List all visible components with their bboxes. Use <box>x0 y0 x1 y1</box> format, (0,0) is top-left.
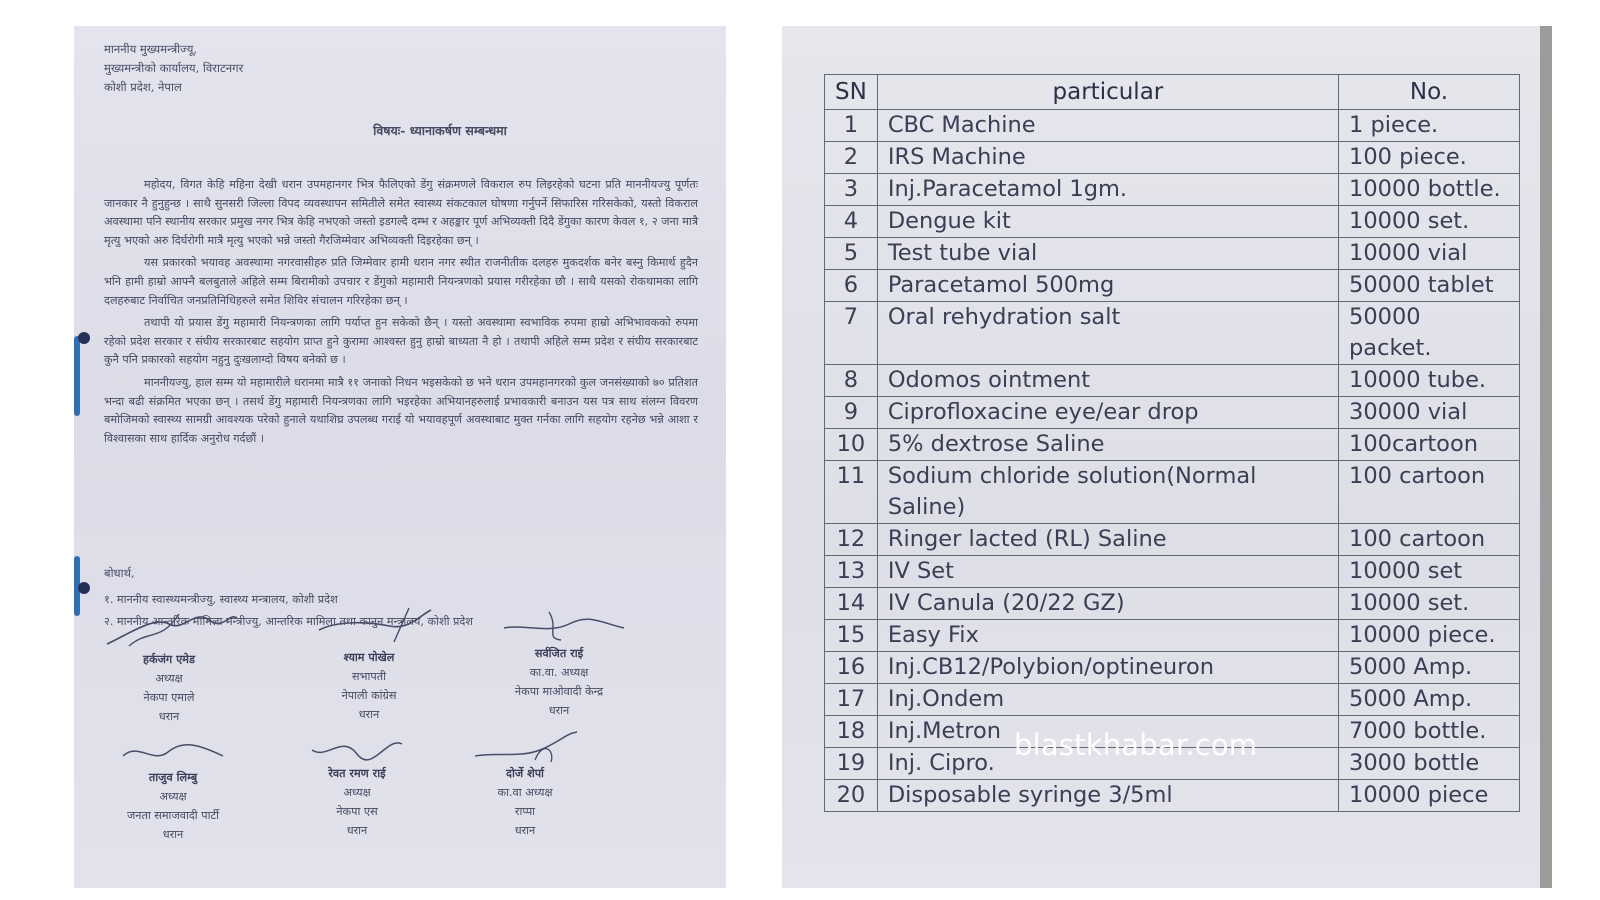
row-quantity: 100cartoon <box>1339 429 1520 461</box>
signatory-place: धरान <box>548 704 570 717</box>
table-row <box>825 270 1520 302</box>
row-quantity: 10000 vial <box>1339 238 1520 270</box>
signatory-party: नेकपा एमाले <box>143 691 195 704</box>
table-row <box>825 588 1520 620</box>
binder-pin <box>78 332 90 344</box>
row-quantity: 1 piece. <box>1339 110 1520 142</box>
signature-block <box>474 598 644 720</box>
table-row <box>825 620 1520 652</box>
row-sn: 13 <box>825 556 878 588</box>
signatory-role: का.वा. अध्यक्ष <box>529 666 589 679</box>
table-row <box>825 206 1520 238</box>
signatory-party: जनता समाजवादी पार्टी <box>126 809 220 822</box>
signatory-name: श्याम पोखेल <box>343 650 395 664</box>
signature-scribble <box>299 602 439 648</box>
row-quantity: 10000 piece. <box>1339 620 1520 652</box>
row-particular: Inj. Cipro. <box>877 748 1338 780</box>
table-row <box>825 142 1520 174</box>
row-particular: Inj.Metron <box>877 716 1338 748</box>
row-sn: 7 <box>825 302 878 365</box>
watermark: blastkhabar.com <box>1014 728 1258 762</box>
row-sn: 14 <box>825 588 878 620</box>
letter-paragraph: माननीयज्यु, हाल सम्म यो महामारीले धरानमा मात्रै ११ जनाको निधन भइसकेको छ भने धरान उपमहानगरको कुल जनसंख्याको ७० प्रतिशत भन्दा बढी संक्रमित भएका छन् । तसर्थ डेंगु महामारी नियन्त्रणका लागि भइरहेका अभियानहरुलाई प्रभावकारी बनाउन यस पत्र साथ संलग्न विवरण बमोजिमको स्वास्थ्य सामग्री आवश्यक परेको हुनाले यथाशिघ्र उपलब्ध गराई यो भयावहपूर्ण अवस्थाबाट मुक्त गर्नका लागि सहयोग रहनेछ भन्ने आशा र विश्वासका साथ हार्दिक अनुरोध गर्दछौं । <box>104 375 698 445</box>
table-row <box>825 556 1520 588</box>
signatory-role: सभापती <box>352 670 386 683</box>
letter-subject: विषयः- ध्यानाकर्षण सम्बन्धमा <box>373 123 507 138</box>
table-row <box>825 238 1520 270</box>
row-sn: 19 <box>825 748 878 780</box>
row-quantity: 10000 set <box>1339 556 1520 588</box>
row-quantity: 3000 bottle <box>1339 748 1520 780</box>
signatory-role: अध्यक्ष <box>343 786 371 799</box>
row-sn: 1 <box>825 110 878 142</box>
row-particular: Disposable syringe 3/5ml <box>877 780 1338 812</box>
letter-paragraph: महोदय, विगत केहि महिना देखी धरान उपमहानगर भित्र फैलिएको डेंगु संक्रमणले विकराल रुप लिइरहेको घटना प्रति माननीयज्यु पूर्णतः जानकार नै हुनुहुन्छ । साथै सुनसरी जिल्ला विपद व्यवस्थापन समितीले समेत स्वास्थ्य संकटकाल घोषणा गर्नुपर्ने सिफारिस गरिसकेको, यस्तो विकराल अवस्थामा पनि स्थानीय सरकार प्रमुख नगर भित्र केहि नभएको जस्तो इडगल्दै दम्भ र अहङ्कार पूर्ण अभिव्यक्ती दिदै डेंगुका कारण केवल १, २ जना मात्रै मृत्यु भएको अरु दिर्घरोगी मात्रै मृत्यु भएको भन्ने जस्तो गैरजिम्मेवार अभिव्यक्ती दिइरहेका छन् । <box>104 178 698 247</box>
signatory-role: अध्यक्ष <box>159 790 187 803</box>
signature-block <box>272 730 442 840</box>
table-row <box>825 780 1520 812</box>
signatory-party: राप्पा <box>514 805 536 818</box>
row-quantity: 30000 vial <box>1339 397 1520 429</box>
row-particular: Ciprofloxacine eye/ear drop <box>877 397 1338 429</box>
row-particular: Ringer lacted (RL) Saline <box>877 524 1338 556</box>
row-particular: Inj.CB12/Polybion/optineuron <box>877 652 1338 684</box>
table-row <box>825 110 1520 142</box>
signatory-name: रेवत रमण राई <box>328 766 386 780</box>
signatory-party: नेकपा माओवादी केन्द्र <box>514 685 604 698</box>
row-quantity: 10000 set. <box>1339 588 1520 620</box>
row-sn: 5 <box>825 238 878 270</box>
signatory-role: अध्यक्ष <box>155 672 183 685</box>
table-body <box>825 110 1520 812</box>
row-sn: 8 <box>825 365 878 397</box>
cc-item: १. माननीय स्वास्थ्यमन्त्रीज्यु, स्वास्थ्य मन्त्रालय, कोशी प्रदेश <box>104 593 338 606</box>
row-quantity: 5000 Amp. <box>1339 652 1520 684</box>
signatory-place: धरान <box>158 710 180 723</box>
signatory-place: धरान <box>162 828 184 841</box>
row-quantity: 50000 packet. <box>1339 302 1520 365</box>
table-row <box>825 174 1520 206</box>
signatory-name: ताजुव लिम्बु <box>148 770 198 784</box>
signatory-name: सर्वजित राई <box>534 646 584 660</box>
table-row <box>825 652 1520 684</box>
row-quantity: 10000 set. <box>1339 206 1520 238</box>
row-sn: 6 <box>825 270 878 302</box>
row-quantity: 5000 Amp. <box>1339 684 1520 716</box>
table-row <box>825 461 1520 524</box>
row-particular: Test tube vial <box>877 238 1338 270</box>
signatory-place: धरान <box>514 824 536 837</box>
cc-title: बोधार्थ, <box>104 566 135 580</box>
row-quantity: 100 piece. <box>1339 142 1520 174</box>
signature-scribble <box>297 730 417 764</box>
letter-paragraph: यस प्रकारको भयावह अवस्थामा नगरवासीहरु प्रति जिम्मेवार हामी धरान नगर स्थीत राजनीतीक दलहरु मुकदर्शक बनेर बस्नु किमार्थ हुदैन भनि हामी हाम्रो आफ्नै बलबुताले अहिले सम्म बिरामीको उपचार र डेंगुको महामारी नियन्त्रणको प्रयास गरीरहेका छौ । साथै यसको रोकथामका लागि दलहरुबाट निर्वाचित जनप्रतिनिधिहरुले समेत शिविर संचालन गरिरहेका छन् । <box>104 256 698 307</box>
signatory-party: नेपाली कांग्रेस <box>341 689 397 702</box>
letter-body <box>104 176 698 452</box>
header-particular: particular <box>877 75 1338 110</box>
supply-table <box>824 74 1520 812</box>
row-particular: Inj.Ondem <box>877 684 1338 716</box>
signatory-place: धरान <box>346 824 368 837</box>
row-sn: 12 <box>825 524 878 556</box>
page-edge <box>1540 26 1552 888</box>
row-particular: Oral rehydration salt <box>877 302 1338 365</box>
row-particular: Easy Fix <box>877 620 1338 652</box>
row-particular: IV Canula (20/22 GZ) <box>877 588 1338 620</box>
row-sn: 16 <box>825 652 878 684</box>
table-row <box>825 397 1520 429</box>
row-particular: Dengue kit <box>877 206 1338 238</box>
row-sn: 20 <box>825 780 878 812</box>
row-sn: 10 <box>825 429 878 461</box>
binder-strip <box>74 336 80 416</box>
row-particular: IRS Machine <box>877 142 1338 174</box>
row-sn: 15 <box>825 620 878 652</box>
row-particular: CBC Machine <box>877 110 1338 142</box>
row-particular: Sodium chloride solution(Normal Saline) <box>877 461 1338 524</box>
signature-block <box>84 604 254 726</box>
table-row <box>825 302 1520 365</box>
row-particular: 5% dextrose Saline <box>877 429 1338 461</box>
row-quantity: 100 cartoon <box>1339 524 1520 556</box>
letter-paragraph: तथापी यो प्रयास डेंगु महामारी नियन्त्रणका लागि पर्याप्त हुन सकेको छैन् । यस्तो अवस्थामा स्वभाविक रुपमा हाम्रो अभिभावकको रुपमा रहेको प्रदेश सरकार र संघीय सरकारबाट सहयोग प्राप्त हुने कुरामा आश्वस्त हुनु हाम्रो बाध्यता नै हो । तथापी अहिले सम्म प्रदेश र संघीय सरकारबाट कुनै पनि प्रकारको सहयोग नहुनु दुःखलाग्दो विषय बनेको छ । <box>104 316 698 367</box>
signatory-party: नेकपा एस <box>336 805 378 818</box>
signature-scribble <box>465 730 585 764</box>
row-quantity: 7000 bottle. <box>1339 716 1520 748</box>
address-line: माननीय मुख्यमन्त्रीज्यू, <box>104 42 198 56</box>
row-sn: 17 <box>825 684 878 716</box>
table-row <box>825 684 1520 716</box>
row-quantity: 10000 tube. <box>1339 365 1520 397</box>
address-line: कोशी प्रदेश, नेपाल <box>104 80 182 94</box>
row-particular: IV Set <box>877 556 1338 588</box>
signatory-name: हर्कजंग एमेड <box>143 652 195 666</box>
row-sn: 9 <box>825 397 878 429</box>
binder-pin <box>78 582 90 594</box>
row-sn: 4 <box>825 206 878 238</box>
signatory-name: दोर्जे शेर्पा <box>506 766 544 780</box>
table-row <box>825 365 1520 397</box>
row-quantity: 50000 tablet <box>1339 270 1520 302</box>
header-no: No. <box>1339 75 1520 110</box>
row-sn: 3 <box>825 174 878 206</box>
table-row <box>825 429 1520 461</box>
signature-block <box>284 602 454 724</box>
row-particular: Odomos ointment <box>877 365 1338 397</box>
letter-address <box>104 40 243 97</box>
row-sn: 18 <box>825 716 878 748</box>
signature-block <box>88 734 258 844</box>
table-header-row <box>825 75 1520 110</box>
signatory-place: धरान <box>358 708 380 721</box>
row-sn: 2 <box>825 142 878 174</box>
row-sn: 11 <box>825 461 878 524</box>
table-row <box>825 524 1520 556</box>
signature-scribble <box>99 604 239 650</box>
row-particular: Paracetamol 500mg <box>877 270 1338 302</box>
row-quantity: 10000 bottle. <box>1339 174 1520 206</box>
address-line: मुख्यमन्त्रीको कार्यालय, विराटनगर <box>104 61 244 75</box>
signature-block <box>440 730 610 840</box>
signature-scribble <box>113 734 233 768</box>
signatory-role: का.वा अध्यक्ष <box>497 786 553 799</box>
signature-scribble <box>489 598 629 644</box>
row-quantity: 100 cartoon <box>1339 461 1520 524</box>
letter-page <box>74 26 726 888</box>
header-sn: SN <box>825 75 878 110</box>
cc-item: २. माननीय आन्तरिक मामिला मन्त्रीज्यु, आन्तरिक मामिला तथा कानुन मन्त्रालय, कोशी प्रदेश <box>104 615 473 628</box>
row-particular: Inj.Paracetamol 1gm. <box>877 174 1338 206</box>
row-quantity: 10000 piece <box>1339 780 1520 812</box>
